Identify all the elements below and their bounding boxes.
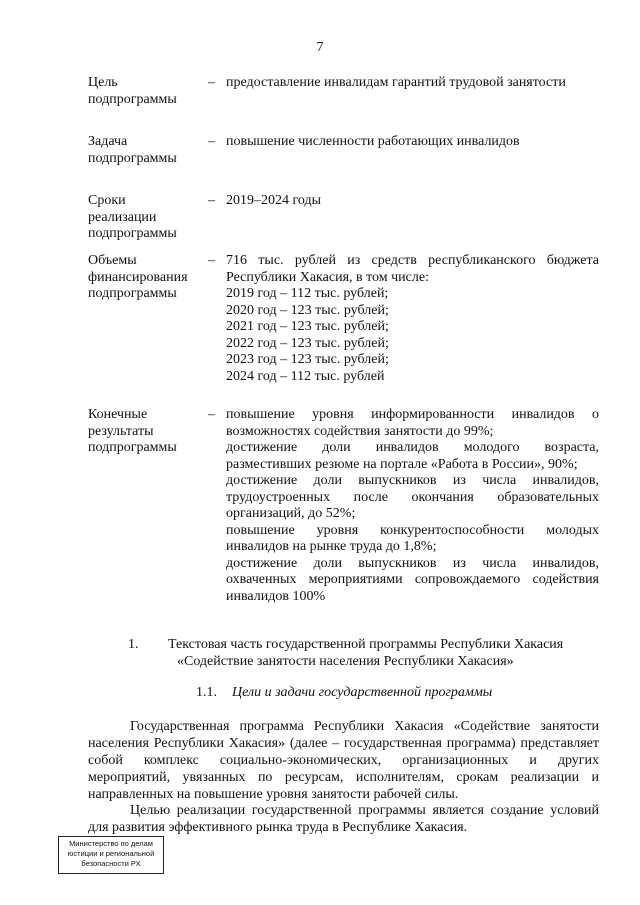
registration-stamp: Министерство по делам юстиции и региональной безопасности РХ [58, 836, 164, 874]
dash: – [208, 193, 215, 208]
paragraph-2: Целью реализации государственной программы является создание условий для развития эффективного рынка труда в Республике Хакасия. [88, 803, 599, 835]
dash: – [208, 134, 215, 149]
row-label: Задача подпрограммы [88, 134, 177, 166]
row-value: повышение уровня информированности инвалидов о возможностях содействия занятости до 99%; достижение доли инвалидов молодого возраста, разместивших резюме на портале «Работа в России», 90%; достижение доли выпускников из числа инвалидов, трудоустроенных после окончания образовательных организаций, до 52%; повышение уровня конкурентоспособности молодых инвалидов на рынке труда до 1,8%; достижение доли выпускников из числа инвалидов, охваченных мероприятиями сопровождаемого содействия инвалидов 100% [226, 407, 599, 604]
row-value: 716 тыс. рублей из средств республиканского бюджета Республики Хакасия, в том числе: 2019 год – 112 тыс. рублей; 2020 год – 123 тыс. рублей; 2021 год – 123 тыс. рублей; 2022 год – 123 тыс. рублей; 2023 год – 123 тыс. рублей; 2024 год – 112 тыс. рублей [226, 253, 599, 384]
row-value: 2019–2024 годы [226, 193, 322, 208]
row-value: предоставление инвалидам гарантий трудовой занятости [226, 75, 566, 90]
page-number: 7 [316, 40, 324, 55]
dash: – [208, 253, 215, 268]
row-label: Объемы финансирования подпрограммы [88, 253, 188, 301]
subsection-number: 1.1. [196, 685, 217, 700]
row-label: Цель подпрограммы [88, 75, 177, 107]
row-label: Сроки реализации подпрограммы [88, 193, 177, 241]
row-value: повышение численности работающих инвалидов [226, 134, 520, 149]
paragraph-1: Государственная программа Республики Хакасия «Содействие занятости населения Республики Хакасия» (далее – государственная программа) представляет собой комплекс социально-экономических, организационных и других мероприятий, увязанных по ресурсам, исполнителям, срокам реализации и направленных на повышение уровня занятости рабочей силы. [88, 719, 599, 802]
section-number: 1. [128, 637, 139, 652]
dash: – [208, 75, 215, 90]
dash: – [208, 407, 215, 422]
subsection-title: Цели и задачи государственной программы [232, 685, 493, 700]
section-title: Текстовая часть государственной программы Республики Хакасия «Содействие занятости населения Республики Хакасия» [168, 637, 564, 669]
row-label: Конечные результаты подпрограммы [88, 407, 177, 455]
